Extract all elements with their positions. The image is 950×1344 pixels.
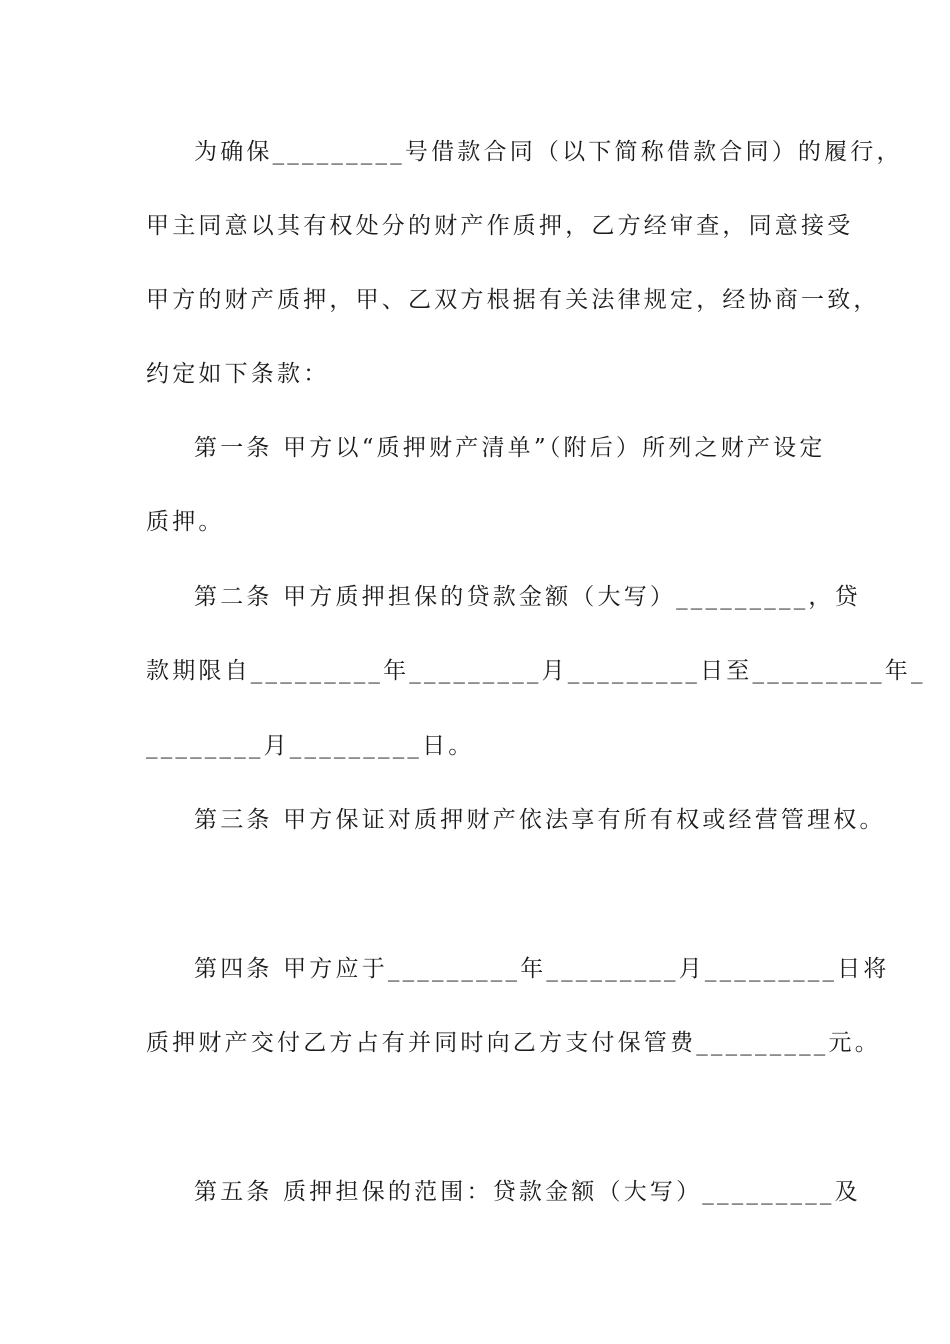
article-1-line-1: 第一条 甲方以“质押财产清单”（附后）所列之财产设定: [194, 435, 826, 461]
paragraph-preamble-line-1: 为确保_________号借款合同（以下简称借款合同）的履行，: [194, 139, 903, 165]
article-3-line-1: 第三条 甲方保证对质押财产依法享有所有权或经营管理权。: [194, 807, 886, 833]
article-5-line-1: 第五条 质押担保的范围：贷款金额（大写）_________及: [194, 1179, 861, 1205]
paragraph-preamble-line-3: 甲方的财产质押，甲、乙双方根据有关法律规定，经协商一致，: [146, 287, 880, 313]
article-4-line-1: 第四条 甲方应于_________年_________月_________日将: [194, 956, 890, 982]
article-4-line-2: 质押财产交付乙方占有并同时向乙方支付保管费_________元。: [146, 1030, 881, 1056]
paragraph-preamble-line-2: 甲主同意以其有权处分的财产作质押，乙方经审查，同意接受: [146, 213, 854, 239]
article-2-line-2: 款期限自_________年_________月_________日至_________年_: [146, 658, 926, 684]
article-1-line-2: 质押。: [146, 509, 225, 535]
paragraph-preamble-line-4: 约定如下条款：: [146, 361, 330, 387]
article-2-line-1: 第二条 甲方质押担保的贷款金额（大写）_________，贷: [194, 584, 861, 610]
article-2-line-3: ________月_________日。: [146, 733, 475, 759]
